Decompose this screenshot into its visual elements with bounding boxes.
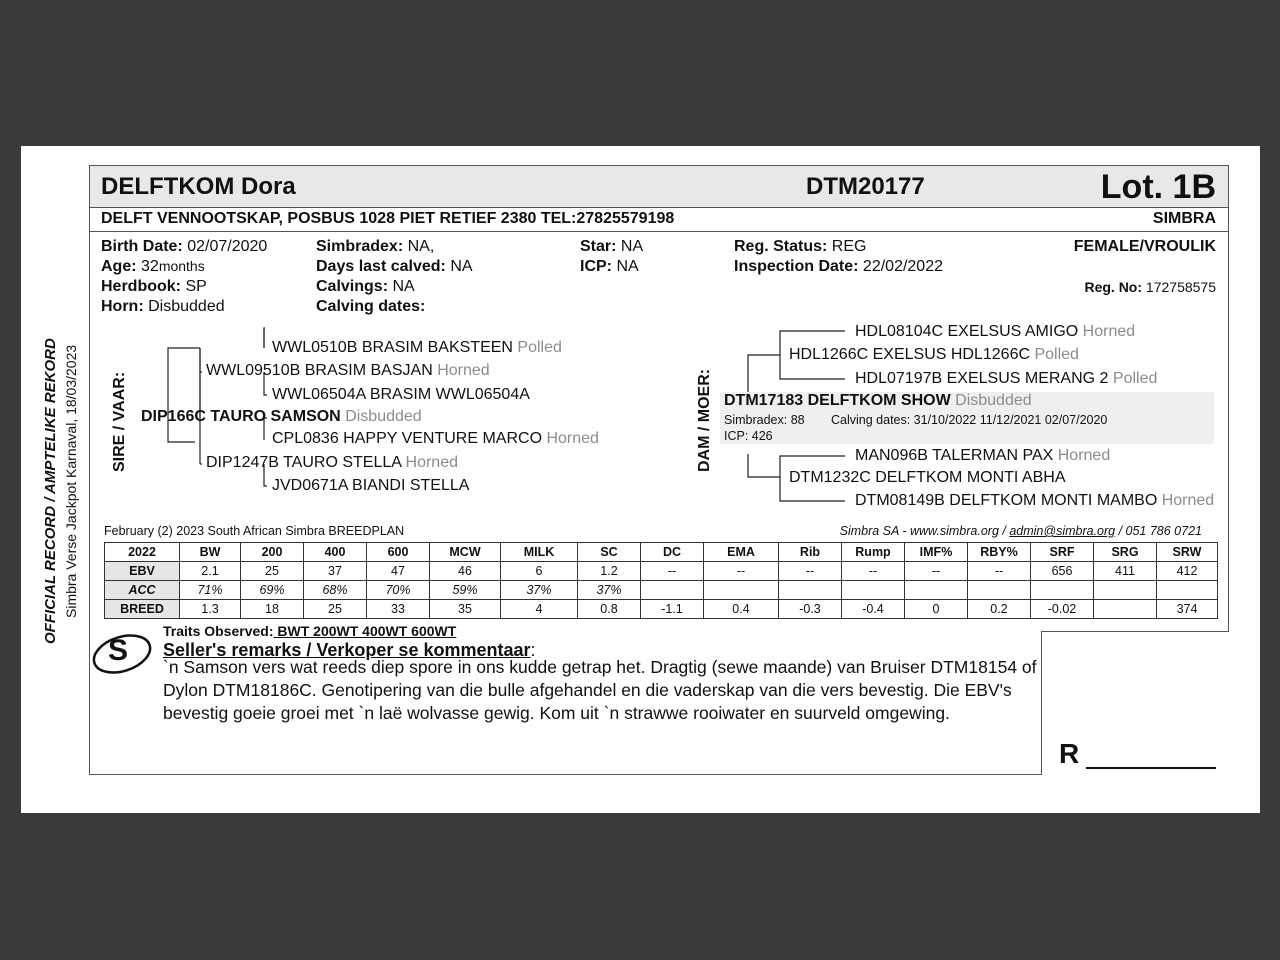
breedplan-cell: 0.8 — [578, 600, 641, 619]
breedplan-cell: BW — [180, 543, 241, 562]
breedplan-cell: 70% — [367, 581, 430, 600]
breedplan-cell — [968, 581, 1031, 600]
breedplan-cell: MCW — [430, 543, 501, 562]
breedplan-cell: 35 — [430, 600, 501, 619]
breedplan-cell: 2.1 — [180, 562, 241, 581]
dam-dam: DTM1232C DELFTKOM MONTI ABHA — [789, 469, 1066, 486]
breedplan-cell: -- — [704, 562, 779, 581]
dam-sire: HDL1266C EXELSUS HDL1266C Polled — [789, 346, 1079, 363]
breedplan-cell: EMA — [704, 543, 779, 562]
breedplan-cell: 46 — [430, 562, 501, 581]
breedplan-cell: DC — [641, 543, 704, 562]
breedplan-cell: IMF% — [905, 543, 968, 562]
breedplan-row — [105, 600, 1218, 619]
breedplan-cell: 0 — [905, 600, 968, 619]
sire-sire-sire: WWL0510B BRASIM BAKSTEEN Polled — [272, 339, 562, 356]
breedplan-cell: -0.4 — [842, 600, 905, 619]
sire-sire: WWL09510B BRASIM BASJAN Horned — [206, 362, 490, 379]
sire-dam-sire: CPL0836 HAPPY VENTURE MARCO Horned — [272, 430, 599, 447]
breedplan-header-row — [105, 543, 1218, 562]
breedplan-caption: February (2) 2023 South African Simbra BREEDPLAN — [104, 524, 405, 538]
breedplan-row — [105, 581, 1218, 600]
lot-number: Lot. 1B — [1100, 168, 1216, 206]
bid-line[interactable] — [1086, 767, 1216, 769]
dam-simbradex: Simbradex: 88 — [724, 413, 805, 427]
dam-dam-dam: DTM08149B DELFTKOM MONTI MAMBO Horned — [855, 492, 1215, 509]
seller-logo: S — [90, 632, 154, 674]
breedplan-cell: 374 — [1157, 600, 1218, 619]
days-last-calved: Days last calved: NA — [316, 258, 473, 275]
breedplan-cell: -- — [968, 562, 1031, 581]
breedplan-row — [105, 562, 1218, 581]
reg-no: Reg. No: 172758575 — [1084, 279, 1216, 295]
breedplan-cell: 18 — [241, 600, 304, 619]
breedplan-cell — [1094, 581, 1157, 600]
breedplan-cell: Rump — [842, 543, 905, 562]
email-link[interactable]: admin@simbra.org — [1009, 524, 1116, 538]
remarks-text: `n Samson vers wat reeds diep spore in ons kudde getrap het. Dragtig (sewe maande) van Bruiser DTM18154 of Dylon DTM18186C. Genotipering van die bulle afgehandel en die vaderskap van die vers bevestig. Die EBV's bevestig goeie groei met `n laë wolvasse gewig. Kom uit `n strawwe rooiwater en suurveld omgewing. — [163, 657, 1037, 723]
bid-currency: R — [1059, 738, 1080, 769]
lot-card — [89, 165, 1229, 775]
breed-label: SIMBRA — [1152, 210, 1216, 227]
breedplan-row-label: 2022 — [105, 543, 180, 562]
breedplan-row-label: BREED — [105, 600, 180, 619]
breedplan-cell: 4 — [501, 600, 578, 619]
breedplan-cell: 1.2 — [578, 562, 641, 581]
age: Age: 32months — [101, 258, 205, 275]
animal-name: DELFTKOM Dora — [101, 173, 296, 200]
breedplan-cell: 412 — [1157, 562, 1218, 581]
breedplan-row-label: EBV — [105, 562, 180, 581]
sire: DIP166C TAURO SAMSON Disbudded — [141, 408, 422, 425]
breedplan-cell: 47 — [367, 562, 430, 581]
breedplan-cell — [1157, 581, 1218, 600]
dam: DTM17183 DELFTKOM SHOW Disbudded — [724, 392, 1032, 409]
breedplan-cell: 0.2 — [968, 600, 1031, 619]
breedplan-cell — [641, 581, 704, 600]
star: Star: NA — [580, 238, 644, 255]
herdbook: Herdbook: SP — [101, 278, 207, 295]
dam-sire-dam: HDL07197B EXELSUS MERANG 2 Polled — [855, 370, 1158, 387]
horn-status: Horn: Disbudded — [101, 298, 225, 315]
birth-date: Birth Date: 02/07/2020 — [101, 238, 268, 255]
breedplan-cell: -0.02 — [1031, 600, 1094, 619]
inspection-date: Inspection Date: 22/02/2022 — [734, 258, 943, 275]
dam-dam-sire: MAN096B TALERMAN PAX Horned — [855, 447, 1111, 464]
catalogue-page — [21, 146, 1260, 813]
breedplan-cell: 1.3 — [180, 600, 241, 619]
breedplan-cell: 600 — [367, 543, 430, 562]
breedplan-cell — [1031, 581, 1094, 600]
breedplan-cell: -- — [842, 562, 905, 581]
breedplan-cell: -0.3 — [779, 600, 842, 619]
breedplan-cell: 200 — [241, 543, 304, 562]
sire-dam: DIP1247B TAURO STELLA Horned — [206, 454, 458, 471]
breedplan-cell: 37 — [304, 562, 367, 581]
dam-calving-dates: Calving dates: 31/10/2022 11/12/2021 02/07/2020 — [831, 413, 1108, 427]
breedplan-cell: -- — [641, 562, 704, 581]
breedplan-cell — [842, 581, 905, 600]
breedplan-cell — [704, 581, 779, 600]
breedplan-cell: 33 — [367, 600, 430, 619]
breedplan-cell — [1094, 600, 1157, 619]
dam-label: DAM / MOER: — [696, 368, 713, 472]
breedplan-cell: SRF — [1031, 543, 1094, 562]
sex-label: FEMALE/VROULIK — [1073, 238, 1216, 255]
breedplan-cell: 37% — [501, 581, 578, 600]
breedplan-cell: -- — [905, 562, 968, 581]
breedplan-cell: SRG — [1094, 543, 1157, 562]
breedplan-cell: -1.1 — [641, 600, 704, 619]
icp: ICP: NA — [580, 258, 639, 275]
owner-details: DELFT VENNOOTSKAP, POSBUS 1028 PIET RETIEF 2380 TEL:27825579198 — [101, 210, 675, 227]
breedplan-cell: 25 — [241, 562, 304, 581]
breedplan-cell: 37% — [578, 581, 641, 600]
sire-label: SIRE / VAAR: — [111, 371, 128, 472]
traits-observed: Traits Observed: BWT 200WT 400WT 600WT — [163, 623, 457, 639]
calvings: Calvings: NA — [316, 278, 415, 295]
breedplan-cell — [779, 581, 842, 600]
breedplan-cell: Rib — [779, 543, 842, 562]
sale-name-label: Simbra Verse Jackpot Karnaval, 18/03/2023 — [63, 344, 79, 618]
breedplan-cell: 0.4 — [704, 600, 779, 619]
breedplan-cell: SC — [578, 543, 641, 562]
simbradex: Simbradex: NA, — [316, 238, 435, 255]
breedplan-cell: 6 — [501, 562, 578, 581]
breedplan-contact: Simbra SA - www.simbra.org / admin@simbra.org / 051 786 0721 — [839, 524, 1202, 538]
breedplan-cell — [905, 581, 968, 600]
sire-dam-dam: JVD0671A BIANDI STELLA — [272, 477, 470, 494]
breedplan-cell: 69% — [241, 581, 304, 600]
breedplan-row-label: ACC — [105, 581, 180, 600]
breedplan-cell: 59% — [430, 581, 501, 600]
reg-id: DTM20177 — [806, 173, 925, 200]
breedplan-cell: SRW — [1157, 543, 1218, 562]
calving-dates: Calving dates: — [316, 298, 426, 315]
breedplan-cell: MILK — [501, 543, 578, 562]
breedplan-cell: 411 — [1094, 562, 1157, 581]
breedplan-cell: -- — [779, 562, 842, 581]
breedplan-cell: 25 — [304, 600, 367, 619]
dam-sire-sire: HDL08104C EXELSUS AMIGO Horned — [855, 323, 1136, 340]
breedplan-cell: 68% — [304, 581, 367, 600]
breedplan-cell: RBY% — [968, 543, 1031, 562]
remarks-title: Seller's remarks / Verkoper se kommentaar: — [163, 640, 536, 660]
dam-icp: ICP: 426 — [724, 429, 773, 443]
breedplan-cell: 656 — [1031, 562, 1094, 581]
reg-status: Reg. Status: REG — [734, 238, 867, 255]
official-record-label: OFFICIAL RECORD / AMPTELIKE REKORD — [42, 338, 59, 644]
breedplan-table — [104, 542, 1218, 619]
breedplan-cell: 71% — [180, 581, 241, 600]
breedplan-cell: 400 — [304, 543, 367, 562]
sire-sire-dam: WWL06504A BRASIM WWL06504A — [272, 386, 530, 403]
